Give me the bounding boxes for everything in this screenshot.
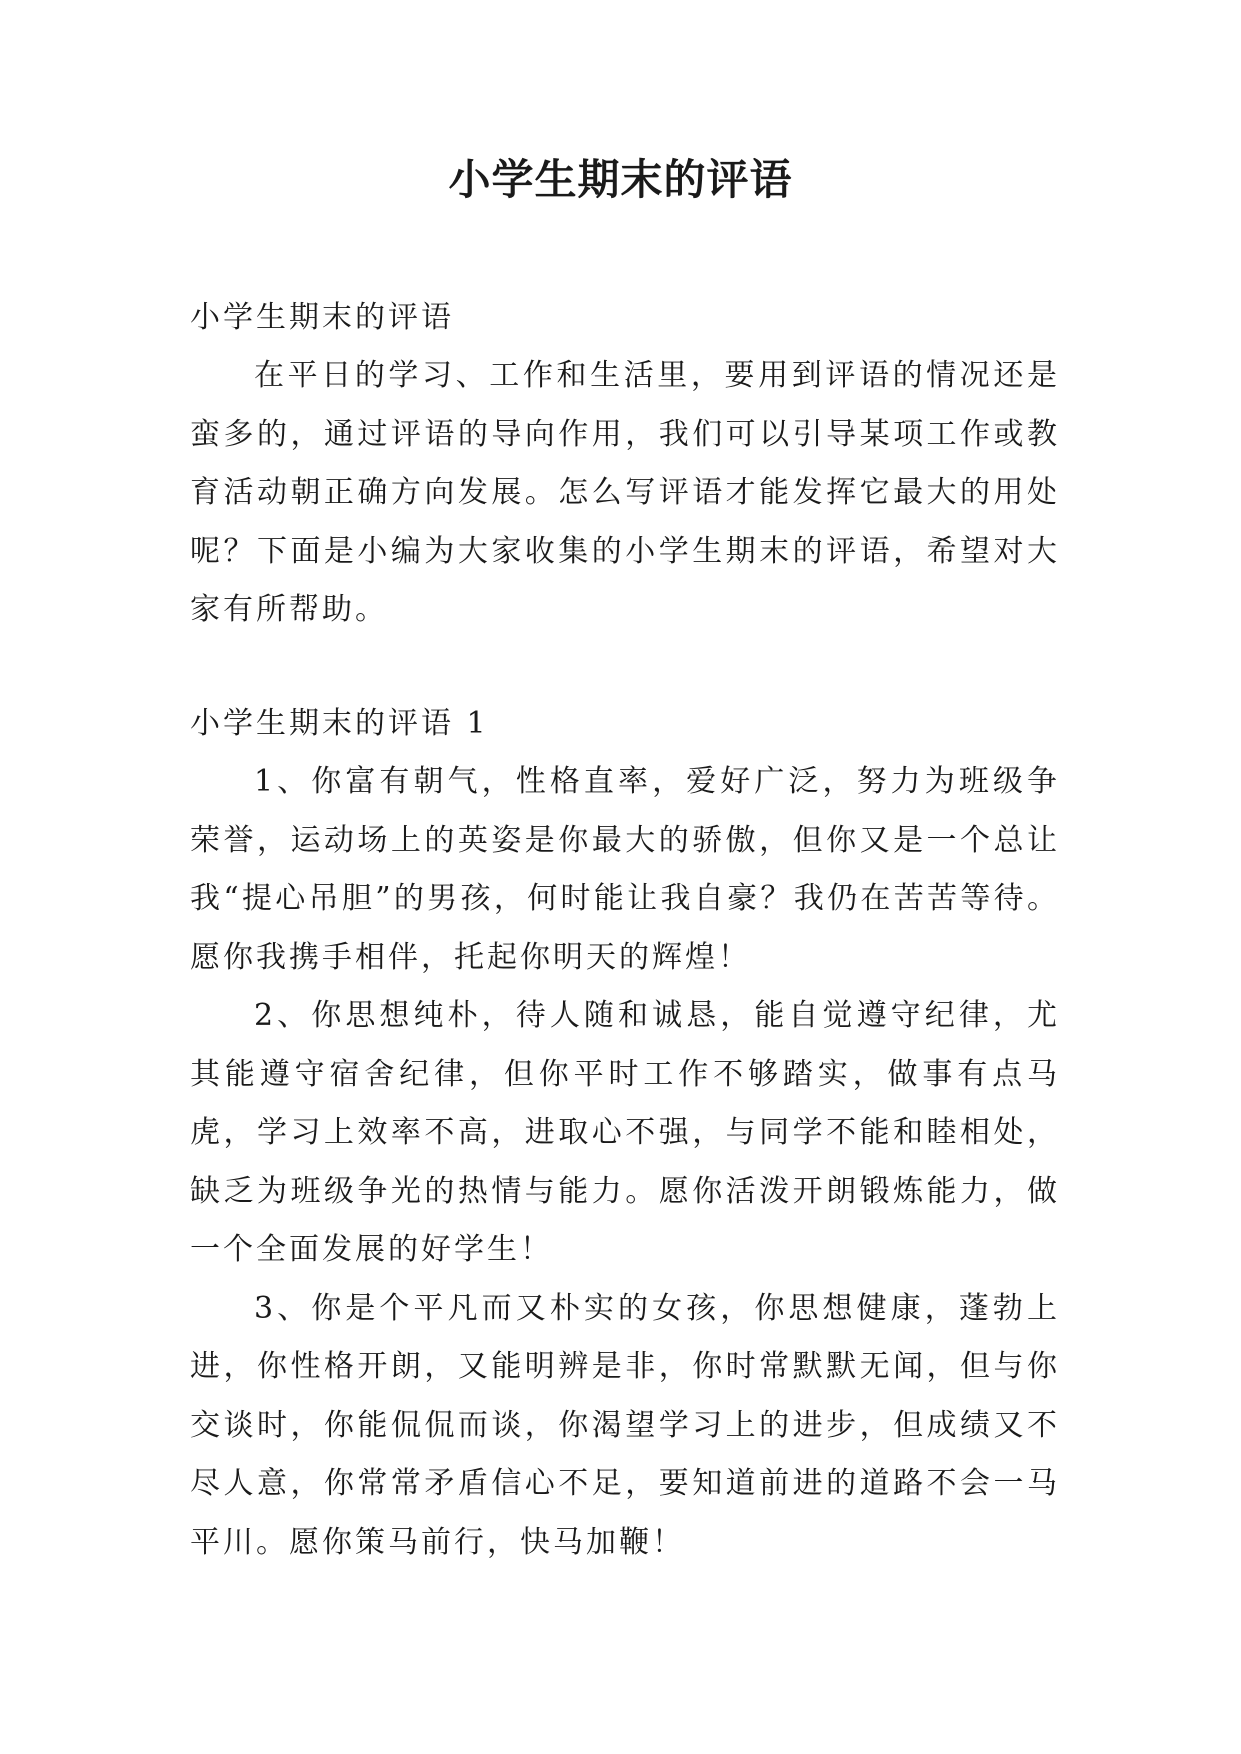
intro-heading: 小学生期末的评语 [190, 300, 454, 335]
document-title: 小学生期末的评语 [448, 155, 793, 204]
comment-item: 2、你思想纯朴，待人随和诚恳，能自觉遵守纪律，尤其能遵守宿舍纪律，但你平时工作不够踏实，做事有点马虎，学习上效率不高，进取心不强，与同学不能和睦相处，缺乏为班级争光的热情与能力。愿你活泼开朗锻炼能力，做一个全面发展的好学生！ [190, 998, 1060, 1267]
section-heading: 小学生期末的评语 1 [190, 706, 489, 741]
intro-paragraph: 在平日的学习、工作和生活里，要用到评语的情况还是蛮多的，通过评语的导向作用，我们可以引导某项工作或教育活动朝正确方向发展。怎么写评语才能发挥它最大的用处呢？下面是小编为大家收集的小学生期末的评语，希望对大家有所帮助。 [190, 358, 1060, 627]
comment-item: 1、你富有朝气，性格直率，爱好广泛，努力为班级争荣誉，运动场上的英姿是你最大的骄傲，但你又是一个总让我“提心吊胆”的男孩，何时能让我自豪？我仍在苦苦等待。愿你我携手相伴，托起你明天的辉煌！ [190, 764, 1060, 975]
comment-item: 3、你是个平凡而又朴实的女孩，你思想健康，蓬勃上进，你性格开朗，又能明辨是非，你时常默默无闻，但与你交谈时，你能侃侃而谈，你渴望学习上的进步，但成绩又不尽人意，你常常矛盾信心不足，要知道前进的道路不会一马平川。愿你策马前行，快马加鞭！ [190, 1290, 1060, 1560]
intro-block [190, 347, 1060, 640]
comment-list [190, 753, 1060, 1572]
